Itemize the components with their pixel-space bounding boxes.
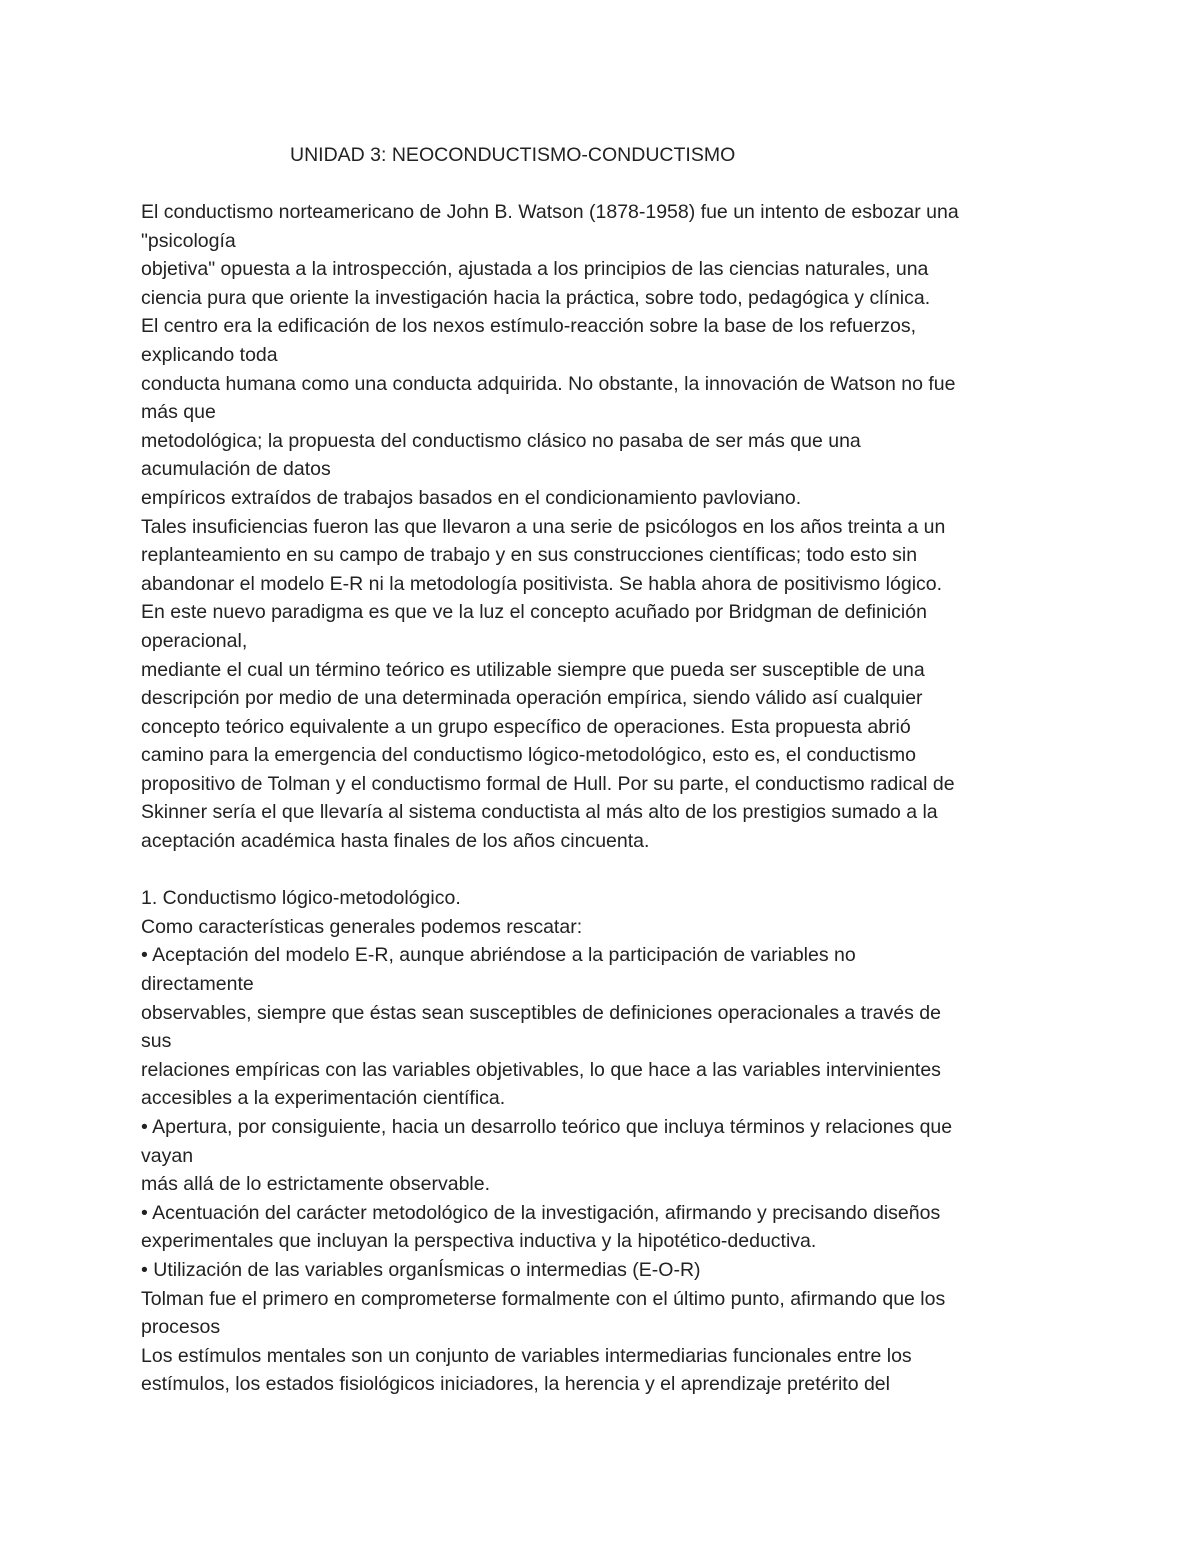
text-line: aceptación académica hasta finales de los años cincuenta. [141, 830, 650, 853]
text-line: camino para la emergencia del conductismo lógico-metodológico, esto es, el conductismo [141, 744, 916, 767]
text-line: • Aceptación del modelo E-R, aunque abriéndose a la participación de variables no [141, 944, 856, 967]
text-line: abandonar el modelo E-R ni la metodología positivista. Se habla ahora de positivismo lógico. [141, 572, 943, 595]
text-line: estímulos, los estados fisiológicos iniciadores, la herencia y el aprendizaje pretérito del [141, 1373, 890, 1396]
text-line: 1. Conductismo lógico-metodológico. [141, 887, 461, 910]
text-line: Los estímulos mentales son un conjunto de variables intermediarias funcionales entre los [141, 1344, 912, 1367]
text-line: El centro era la edificación de los nexos estímulo-reacción sobre la base de los refuerzos, [141, 315, 916, 338]
text-line: vayan [141, 1144, 194, 1167]
text-line: directamente [141, 973, 254, 996]
document-body [141, 198, 1081, 1399]
document-title: UNIDAD 3: NEOCONDUCTISMO-CONDUCTISMO [290, 144, 736, 166]
text-line: mediante el cual un término teórico es utilizable siempre que pueda ser susceptible de una [141, 658, 925, 681]
text-line: accesibles a la experimentación científica. [141, 1087, 506, 1110]
text-line: replanteamiento en su campo de trabajo y en sus construcciones científicas; todo esto sin [141, 544, 918, 567]
text-line: relaciones empíricas con las variables objetivables, lo que hace a las variables intervinientes [141, 1058, 941, 1081]
text-line: • Apertura, por consiguiente, hacia un desarrollo teórico que incluya términos y relaciones que [141, 1116, 953, 1138]
text-line: En este nuevo paradigma es que ve la luz el concepto acuñado por Bridgman de definición [141, 601, 927, 624]
text-line: Tales insuficiencias fueron las que llevaron a una serie de psicólogos en los años treinta a un [141, 515, 946, 538]
text-line: conducta humana como una conducta adquirida. No obstante, la innovación de Watson no fue [141, 372, 956, 395]
text-line: "psicología [141, 229, 236, 252]
text-line: descripción por medio de una determinada operación empírica, siendo válido así cualquier [141, 687, 923, 710]
text-line: empíricos extraídos de trabajos basados en el condicionamiento pavloviano. [141, 486, 802, 509]
text-line: acumulación de datos [141, 458, 331, 481]
text-line: observables, siempre que éstas sean susceptibles de definiciones operacionales a través de [141, 1001, 941, 1024]
text-line: operacional, [141, 629, 248, 652]
text-line: explicando toda [141, 343, 278, 366]
text-line: experimentales que incluyan la perspectiva inductiva y la hipotético-deductiva. [141, 1230, 817, 1253]
text-line: Como características generales podemos rescatar: [141, 915, 583, 938]
text-line: más que [141, 401, 216, 424]
text-line: • Utilización de las variables organÍsmicas o intermedias (E-O-R) [141, 1258, 701, 1281]
text-line: Skinner sería el que llevaría al sistema conductista al más alto de los prestigios sumado a la [141, 801, 938, 824]
text-line: propositivo de Tolman y el conductismo formal de Hull. Por su parte, el conductismo radical de [141, 772, 955, 795]
text-line: sus [141, 1030, 172, 1053]
text-line: procesos [141, 1316, 221, 1339]
text-line: más allá de lo estrictamente observable. [141, 1173, 491, 1196]
text-line: metodológica; la propuesta del conductismo clásico no pasaba de ser más que una [141, 429, 861, 452]
text-line: Tolman fue el primero en comprometerse formalmente con el último punto, afirmando que los [141, 1287, 946, 1310]
text-line: El conductismo norteamericano de John B. Watson (1878-1958) fue un intento de esbozar una [141, 201, 959, 223]
text-line: objetiva" opuesta a la introspección, ajustada a los principios de las ciencias naturales, una [141, 258, 929, 281]
text-line: • Acentuación del carácter metodológico de la investigación, afirmando y precisando diseños [141, 1201, 941, 1224]
text-line: ciencia pura que oriente la investigación hacia la práctica, sobre todo, pedagógica y clínica. [141, 286, 931, 309]
text-line: concepto teórico equivalente a un grupo específico de operaciones. Esta propuesta abrió [141, 715, 911, 738]
blank-line [141, 856, 1081, 885]
